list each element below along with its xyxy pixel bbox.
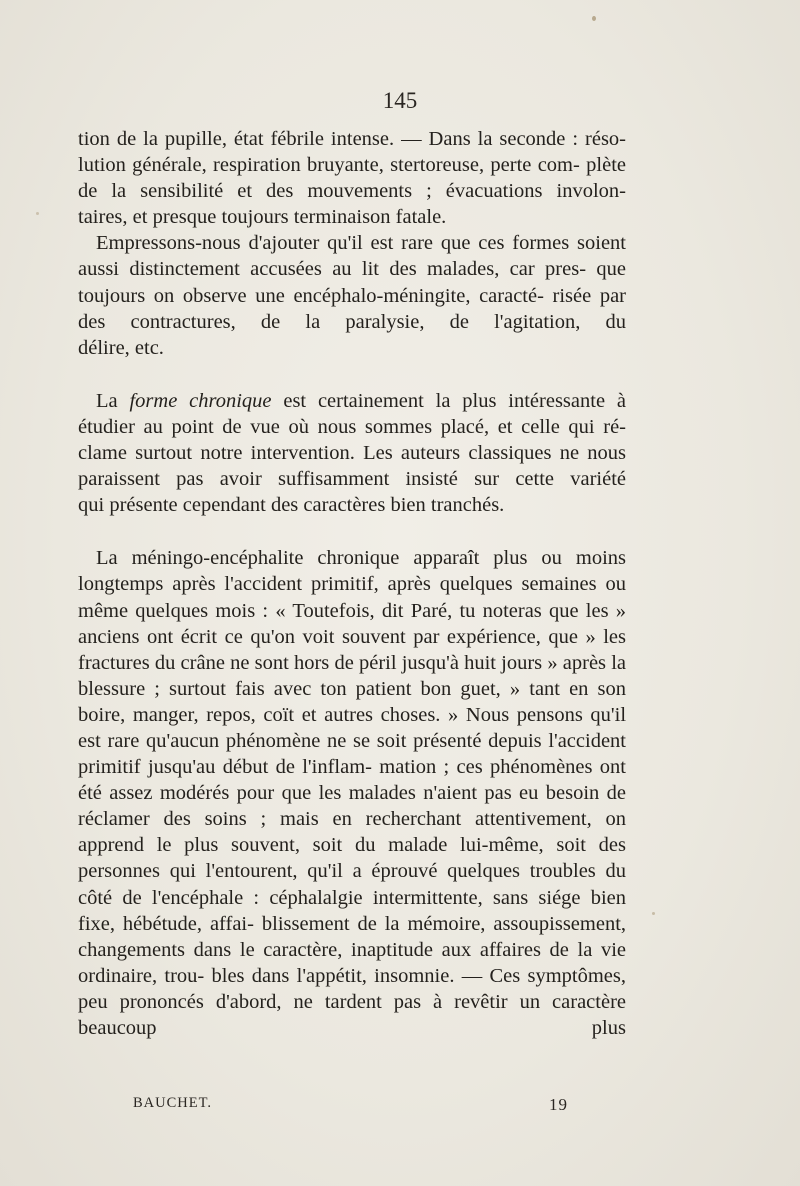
italic-term: forme chronique [129,389,272,412]
paragraph [78,388,626,492]
text-line: est certainement la plus intéressante à [271,389,626,412]
text-line: » tant en son boire, manger, repos, coït et autres choses. » [78,677,626,726]
paragraph [78,545,626,1041]
paragraph [78,126,626,204]
text-line: bles dans l'appétit, insomnie. — Ces symptômes, peu prononcés [78,964,627,1013]
text-line: » les fractures du crâne ne sont hors de péril jusqu'à huit jours [78,625,626,674]
paragraph-end [78,335,626,361]
text-line: qui présente cependant des caractères bien tranchés. [78,494,505,517]
text-line: risée par des contractures, de la paralysie, de l'agitation, du [78,284,627,333]
text-line: » après la blessure ; surtout fais avec ton patient bon guet, [78,651,627,700]
paragraph [78,230,626,334]
text-line: plète de la sensibilité et des mouvements ; évacuations involon- [78,154,627,203]
text-line: céphalalgie intermittente, sans siége bien fixe, hébétude, affai- [78,886,627,935]
text-line: clame surtout notre intervention. Les auteurs classiques ne [78,442,580,465]
text-line: Nous pensons qu'il est rare qu'aucun phénomène ne se soit [78,703,627,752]
signature-mark: BAUCHET. [133,1095,213,1111]
text-line: recherchant attentivement, on apprend le plus souvent, soit [78,808,627,857]
text-line: tion de la pupille, état fébrile intense. — Dans la seconde : réso- [78,128,626,150]
paragraph-end [78,204,626,230]
text-line: que toujours on observe une encéphalo-méningite, caracté- [78,258,626,307]
text-line: blissement de la mémoire, assoupissement, changements dans [78,912,627,961]
text-line: La [96,389,130,412]
text-line: étudier au point de vue où nous sommes placé, et celle qui ré- [78,415,626,438]
text-line: délire, etc. [78,336,164,359]
text-line: soient aussi distinctement accusées au lit des malades, car pres- [78,232,626,281]
text-line: lution générale, respiration bruyante, stertoreuse, perte com- [78,154,580,177]
paragraph-end [78,492,626,518]
text-line: » anciens ont écrit ce qu'on voit souvent par expérience, que [78,599,627,648]
text-line: taires, et presque toujours terminaison fatale. [78,206,447,229]
text-line: présenté depuis l'accident primitif jusqu'au début de l'inflam- [78,729,626,779]
text-line: longtemps après l'accident primitif, après quelques semaines ou [78,573,626,596]
text-line: mation ; ces phénomènes ont été assez modérés pour que les [78,756,626,805]
page-number: 145 [382,88,418,113]
text-line: nous paraissent pas avoir suffisamment insisté sur cette variété [78,442,627,491]
text-line: du malade lui-même, soit des personnes qui l'entourent, [78,834,626,883]
sheet-number: 19 [549,1095,568,1114]
text-line: qu'il a éprouvé quelques troubles du côté de l'encéphale : [78,860,627,909]
text-line: même quelques mois : « Toutefois, dit Paré, tu noteras que les [78,599,609,622]
body-text [78,126,626,1041]
text-line: Empressons-nous d'ajouter qu'il est rare que ces formes [96,232,570,255]
text-line: d'abord, ne tardent pas à revêtir un caractère beaucoup plus [78,990,626,1039]
text-line: malades n'aient pas eu besoin de réclamer des soins ; mais en [78,782,626,831]
text-line: La méningo-encéphalite chronique apparaît plus ou moins [96,547,626,570]
text-line: le caractère, inaptitude aux affaires de la vie ordinaire, trou- [78,938,627,987]
